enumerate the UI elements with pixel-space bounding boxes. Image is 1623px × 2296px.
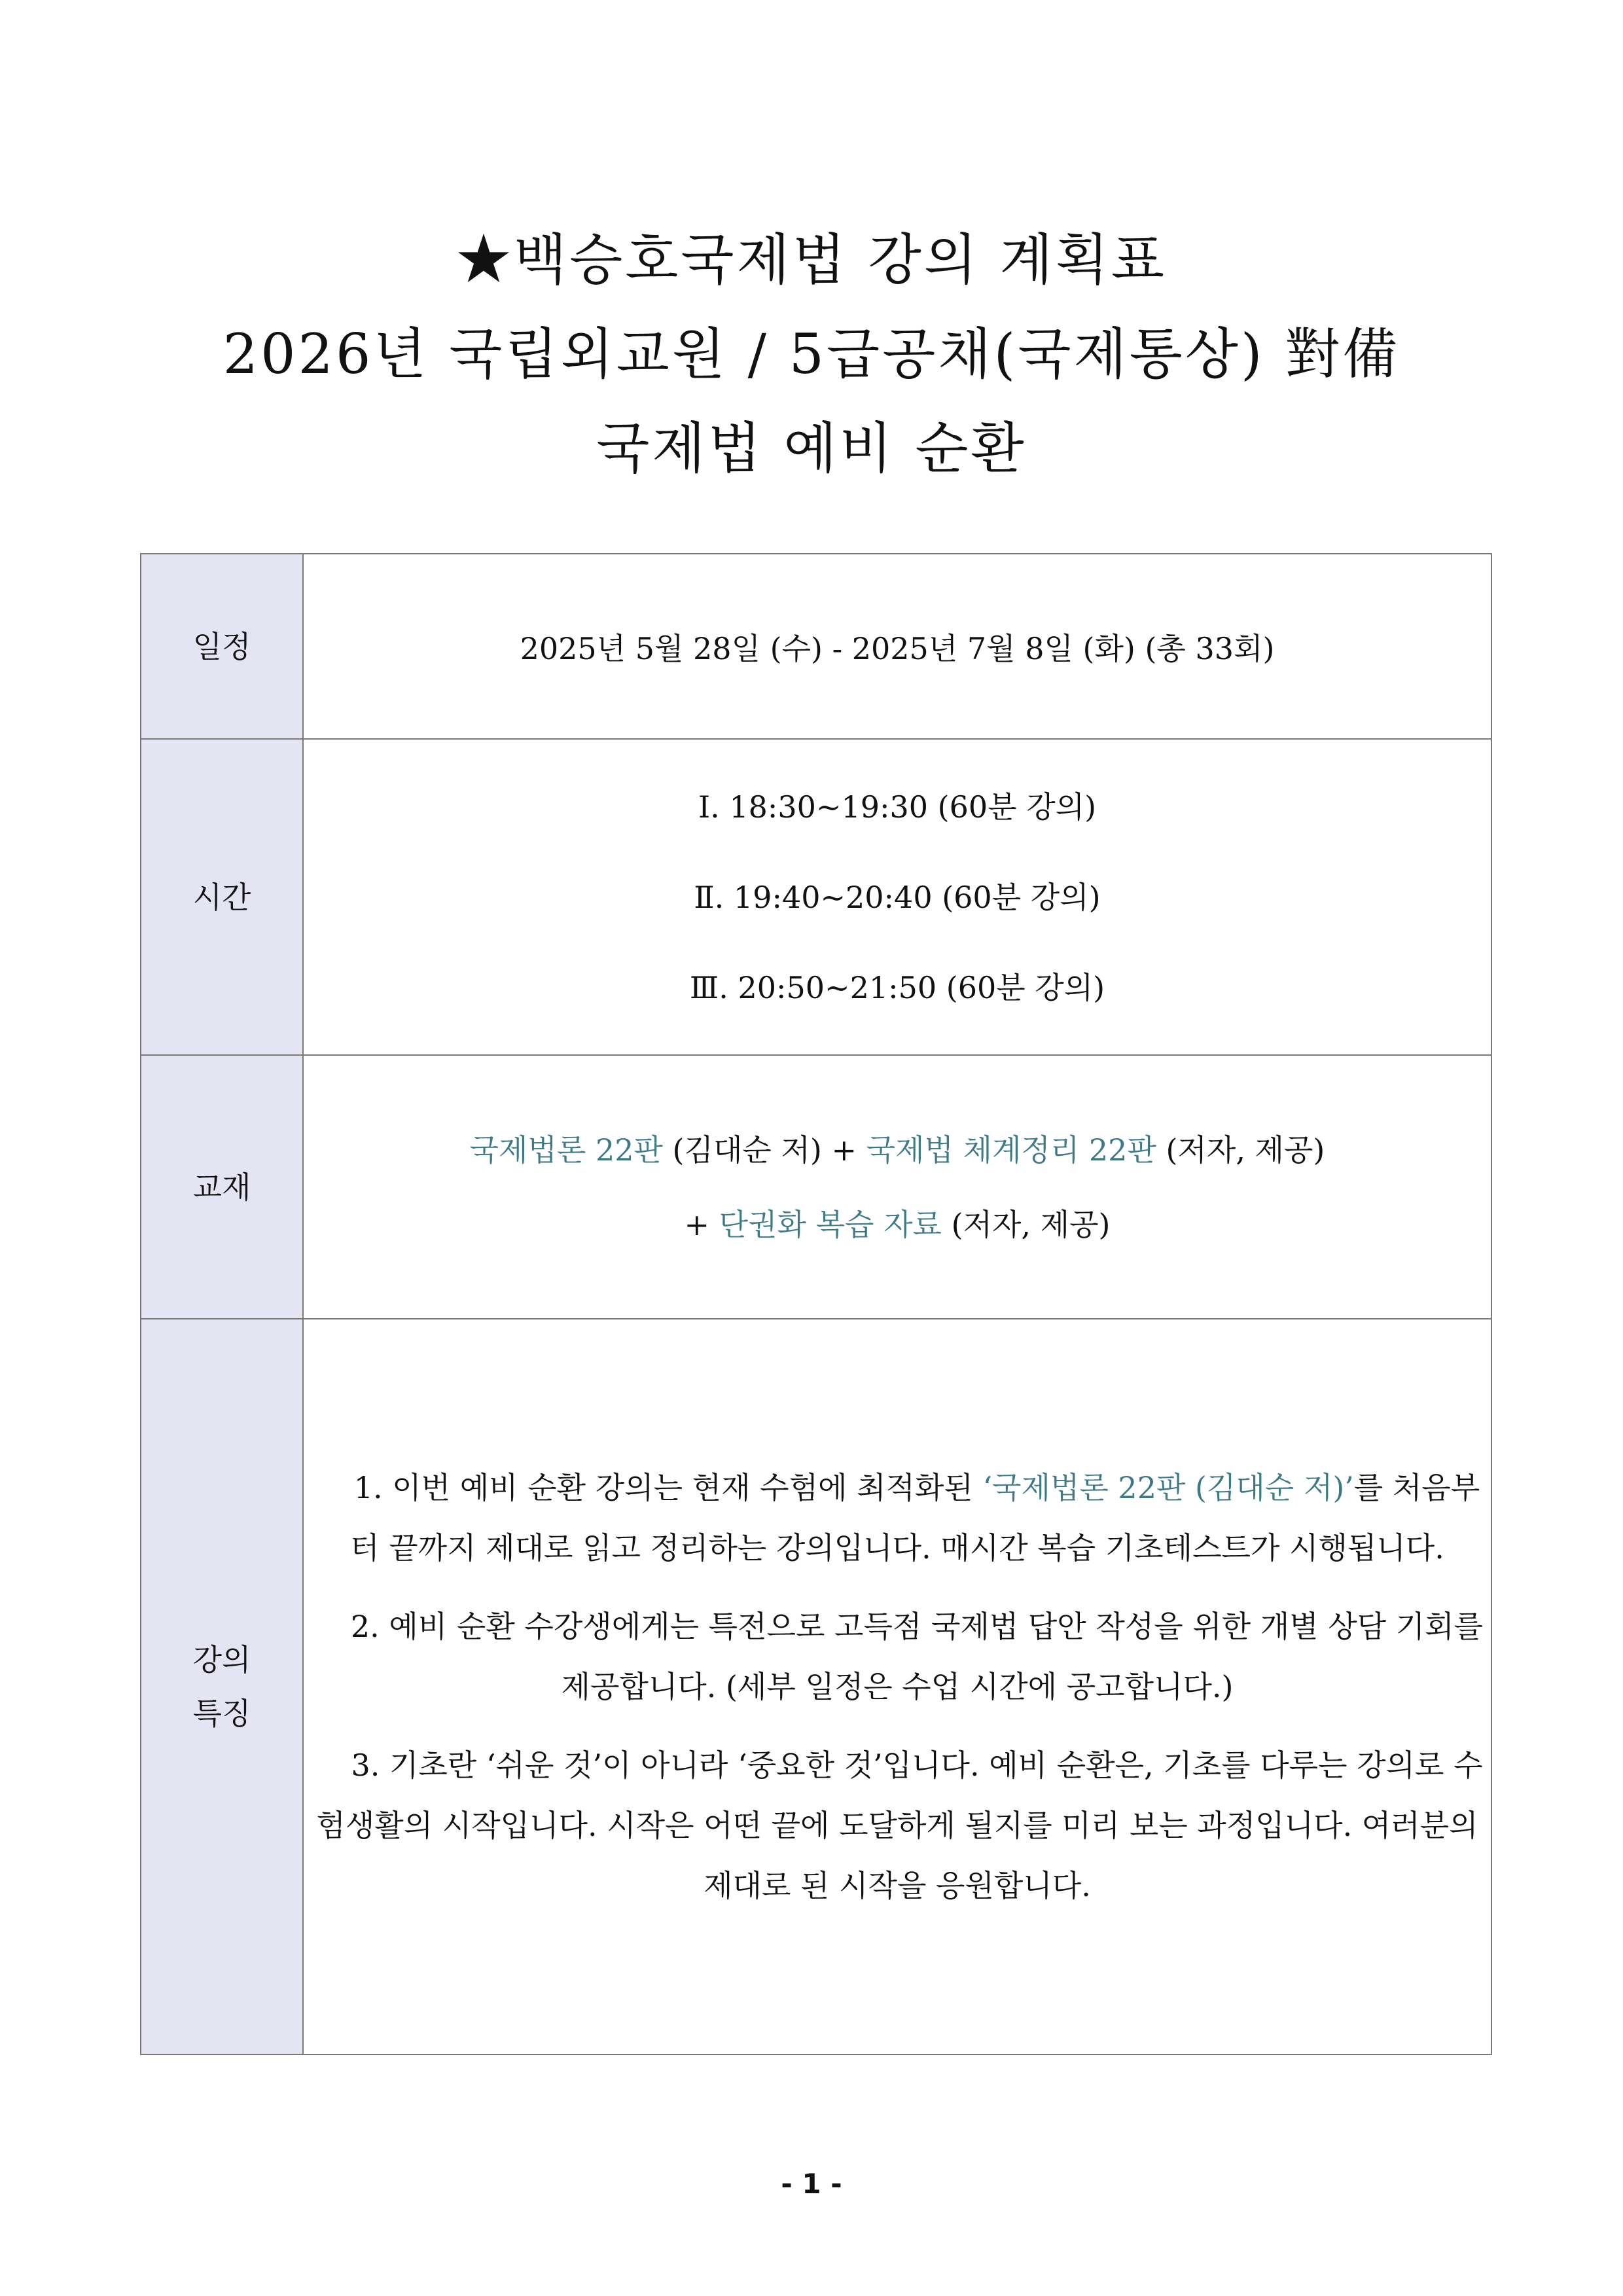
title-line-2: 2026년 국립외교원 / 5급공채(국제통상) 對備 [223, 322, 1400, 386]
feature-1-text-start: 1. 이번 예비 순환 강의는 현재 수험에 최적화된 [353, 1470, 983, 1505]
textbook-line-2 [304, 1206, 1491, 1242]
title-line-1: ★백승호국제법 강의 계획표 [456, 228, 1167, 292]
time-slot-3: Ⅲ. 20:50~21:50 (60분 강의) [689, 969, 1105, 1005]
textbook-summary-note: (저자, 제공) [1156, 1132, 1325, 1168]
textbook-row [141, 1055, 1491, 1319]
feature-1-highlight: ‘국제법론 22판 (김대순 저)’ [982, 1470, 1354, 1505]
time-row [141, 739, 1491, 1055]
textbook-review: 단권화 복습 자료 [719, 1206, 942, 1242]
textbook-line-2-prefix: + [684, 1206, 719, 1242]
time-slot-1: Ⅰ. 18:30~19:30 (60분 강의) [698, 789, 1097, 825]
textbook-label: 교재 [141, 1055, 303, 1319]
schedule-value: 2025년 5월 28일 (수) - 2025년 7월 8일 (화) (총 33회) [303, 554, 1491, 739]
textbook-line-1 [304, 1132, 1491, 1168]
feature-1-text-end: 를 처음부터 끝까지 제대로 읽고 정리하는 강의입니다. 매시간 복습 기초테스트가 시행됩니다. [350, 1470, 1480, 1566]
textbook-summary: 국제법 체계정리 22판 [866, 1132, 1156, 1168]
textbook-list [303, 1055, 1491, 1319]
feature-paragraph-2: 2. 예비 순환 수강생에게는 특전으로 고득점 국제법 답안 작성을 위한 개별 상담 기회를 제공합니다. (세부 일정은 수업 시간에 공고합니다.) [350, 1609, 1484, 1704]
textbook-main: 국제법론 22판 [469, 1132, 663, 1168]
schedule-label: 일정 [141, 554, 303, 739]
document-title [0, 228, 1623, 514]
features-label-line-2: 특징 [192, 1696, 251, 1731]
page-number: - 1 - [781, 2168, 842, 2200]
time-label: 시간 [141, 739, 303, 1055]
time-slots [303, 739, 1491, 1055]
textbook-review-note: (저자, 제공) [941, 1206, 1111, 1242]
schedule-row [141, 554, 1491, 739]
textbook-main-note: (김대순 저) + [662, 1132, 866, 1168]
feature-paragraph-3: 3. 기초란 ‘쉬운 것’이 아니라 ‘중요한 것’입니다. 예비 순환은, 기초를 다루는 강의로 수험생활의 시작입니다. 시작은 어떤 끝에 도달하게 될지를 미리 보는 과정입니다. 여러분의 제대로 된 시작을 응원합니다. [316, 1748, 1483, 1903]
time-slot-2: Ⅱ. 19:40~20:40 (60분 강의) [694, 879, 1101, 915]
title-line-3: 국제법 예비 순환 [596, 416, 1027, 480]
features-row [141, 1319, 1491, 2054]
feature-paragraph-1 [304, 1458, 1491, 1578]
features-label [141, 1319, 303, 2054]
features-content [303, 1319, 1491, 2054]
lecture-plan-table [140, 553, 1492, 2055]
features-label-line-1: 강의 [192, 1642, 251, 1677]
